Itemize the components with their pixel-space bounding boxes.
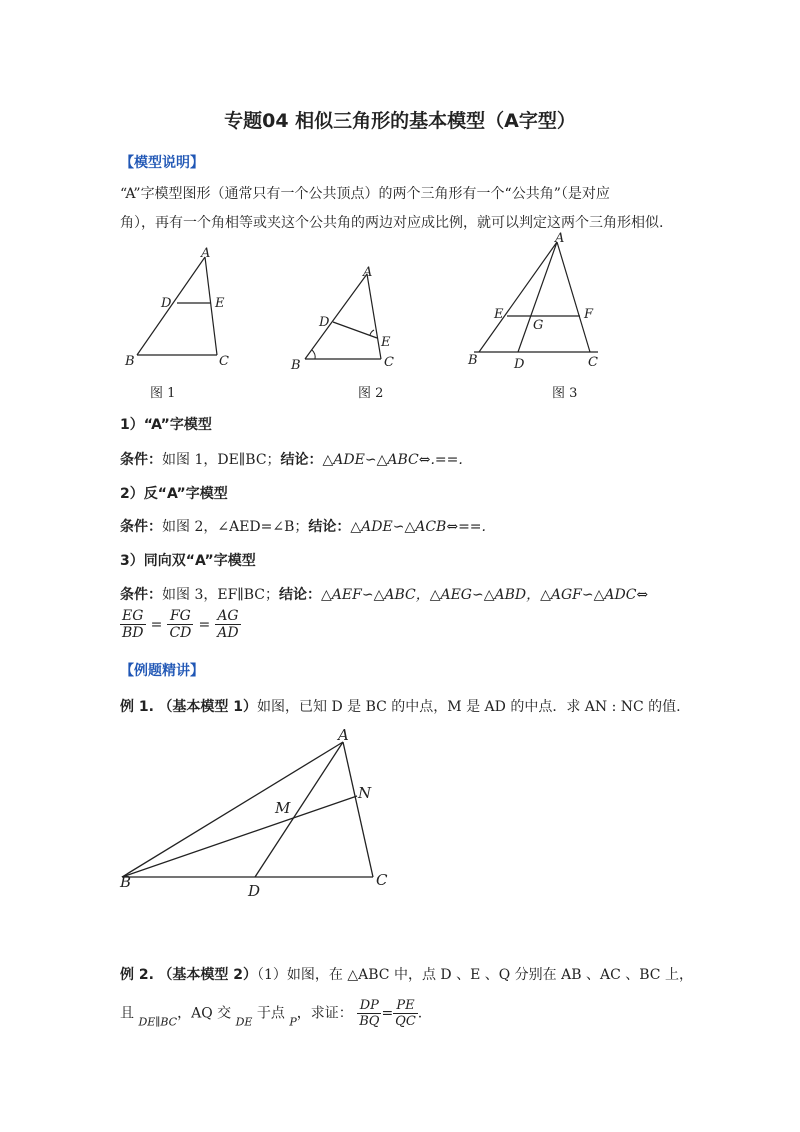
model-3-concl-label: 结论：	[279, 587, 322, 603]
model-3-fractions	[120, 608, 241, 641]
fig2-label-d: D	[319, 315, 330, 330]
fraction-denominator: BQ	[359, 1014, 380, 1029]
example-2-text-prove: ，求证：	[296, 1005, 353, 1022]
fig2-label-a: A	[363, 265, 373, 280]
fraction-denominator: QC	[395, 1014, 416, 1029]
fig1-label-b: B	[125, 354, 135, 369]
fig1-label-a: A	[201, 246, 211, 261]
model-3-cond-text: 如图 3，EF∥BC；	[162, 587, 280, 603]
ex1-label-d: D	[248, 882, 261, 900]
fraction-eg-bd	[120, 608, 146, 641]
fraction-numerator: DP	[357, 998, 381, 1014]
model-2-concl-label: 结论：	[308, 519, 351, 535]
fig3-label-g: G	[533, 318, 544, 333]
model-1-line	[120, 449, 463, 469]
model-3-concl-text: △AEF∽△ABC，△AEG∽△ABD，△AGF∽△ADC⇔	[321, 587, 649, 603]
ex1-label-b: B	[120, 873, 132, 891]
example-1-diagram	[115, 722, 405, 902]
ex1-label-a: A	[338, 726, 349, 744]
model-2-cond-text: 如图 2，∠AED=∠B；	[162, 519, 309, 535]
figure-1-caption: 图 1	[150, 386, 176, 401]
figure-2-diagram	[285, 262, 405, 377]
example-2-text-and: 且	[120, 1005, 134, 1022]
fig1-label-e: E	[215, 296, 225, 311]
equals-sign: =	[381, 1005, 394, 1022]
example-1-label: 例 1.	[120, 699, 154, 715]
model-1-heading: 1）“A”字模型	[120, 417, 212, 433]
ex1-label-c: C	[376, 871, 388, 889]
fig3-label-d: D	[514, 357, 525, 372]
fraction-denominator: BD	[122, 625, 144, 641]
page-title: 专题04 相似三角形的基本模型（A字型）	[224, 110, 576, 132]
example-2-body-1: （1）如图，在 △ABC 中，点 D 、E 、Q 分别在 AB 、AC 、BC 上，	[257, 967, 693, 983]
model-3-line	[120, 584, 648, 604]
model-1-cond-label: 条件：	[120, 452, 162, 468]
fig2-label-b: B	[291, 358, 301, 373]
model-1-concl-text: △ADE∽△ABC⇔.==.	[322, 452, 463, 468]
figure-2-caption: 图 2	[358, 386, 384, 401]
example-2-de-parallel-bc: DE∥BC	[138, 1015, 178, 1029]
model-1-cond-text: 如图 1，DE∥BC；	[162, 452, 281, 468]
fraction-numerator: AG	[215, 608, 240, 625]
example-2-text-aq: ，AQ 交	[177, 1005, 232, 1022]
model-2-heading: 2）反“A”字模型	[120, 486, 228, 502]
fraction-dp-bq	[357, 998, 381, 1029]
fraction-pe-qc	[393, 998, 418, 1029]
example-2-de: DE	[235, 1015, 253, 1029]
model-3-heading: 3）同向双“A”字模型	[120, 553, 256, 569]
example-2-p: P	[289, 1015, 297, 1029]
intro-line-2: 角），再有一个角相等或夹这个公共角的两边对应成比例，就可以判定这两个三角形相似.	[120, 215, 664, 231]
intro-line-1: “A”字模型图形（通常只有一个公共顶点）的两个三角形有一个“公共角”（是对应	[120, 186, 610, 202]
example-2-line-1	[120, 964, 693, 984]
figure-1-diagram	[115, 245, 245, 375]
fraction-denominator: CD	[169, 625, 192, 641]
ex1-label-m: M	[275, 799, 291, 817]
fraction-denominator: AD	[217, 625, 239, 641]
model-2-line	[120, 516, 486, 536]
fig2-label-e: E	[381, 335, 391, 350]
period: .	[417, 1005, 423, 1022]
example-1-text	[120, 696, 681, 716]
example-2-tag: （基本模型 2）	[158, 967, 258, 983]
ex1-label-n: N	[358, 784, 372, 802]
example-2-line-2	[120, 998, 422, 1029]
model-3-cond-label: 条件：	[120, 587, 162, 603]
fig3-label-e: E	[494, 307, 504, 322]
model-1-concl-label: 结论：	[280, 452, 323, 468]
fraction-fg-cd	[167, 608, 193, 641]
example-1-body: 如图，已知 D 是 BC 的中点，M 是 AD 的中点．求 AN : NC 的值.	[257, 699, 681, 715]
example-1-tag: （基本模型 1）	[158, 699, 258, 715]
fraction-numerator: EG	[120, 608, 146, 625]
fig3-label-b: B	[468, 353, 478, 368]
fraction-ag-ad	[215, 608, 240, 641]
figure-3-caption: 图 3	[552, 386, 578, 401]
section-model-explanation: 【模型说明】	[120, 155, 204, 171]
fig3-label-a: A	[555, 231, 565, 246]
fig3-label-f: F	[584, 307, 594, 322]
example-2-text-at-point: 于点	[256, 1005, 285, 1022]
fig3-label-c: C	[588, 355, 598, 370]
figure-3-diagram	[462, 228, 612, 373]
fraction-numerator: FG	[167, 608, 193, 625]
model-2-cond-label: 条件：	[120, 519, 162, 535]
model-2-concl-text: △ADE∽△ACB⇔==.	[350, 519, 486, 535]
section-example-explanation: 【例题精讲】	[120, 663, 204, 679]
fraction-numerator: PE	[393, 998, 418, 1014]
fig1-label-d: D	[161, 296, 172, 311]
equals-sign: =	[198, 617, 211, 633]
example-2-label: 例 2.	[120, 967, 154, 983]
fig1-label-c: C	[219, 354, 229, 369]
fig2-label-c: C	[384, 355, 394, 370]
equals-sign: =	[150, 617, 163, 633]
